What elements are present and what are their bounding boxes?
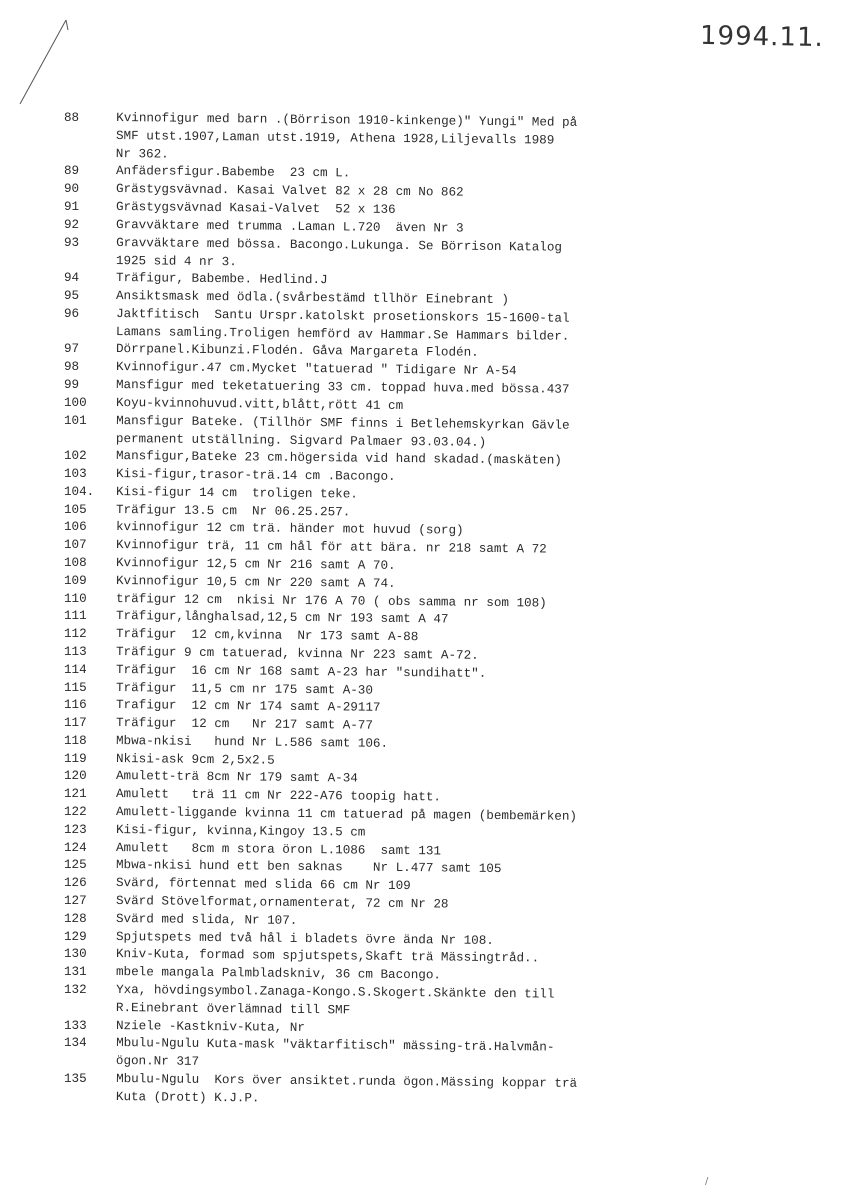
entry-description: Mbwa-nkisi hund Nr L.586 samt 106. (115, 733, 389, 751)
entry-description: Träfigur 12 cm,kvinna Nr 173 samt A-88 (115, 627, 419, 645)
entry-description: mbele mangala Palmbladskniv, 36 cm Bacongo. (115, 965, 442, 983)
entry-number: 106 (64, 520, 87, 535)
entry-description: Mbulu-Ngulu Kuta-mask "väktarfitisch" mässing-trä.Halvmån- ögon.Nr 317 (115, 1036, 555, 1070)
entry-number: 123 (64, 822, 87, 837)
entry-number: 105 (64, 502, 87, 517)
entry-description: Amulett trä 11 cm Nr 222-A76 toopig hatt. (115, 787, 442, 805)
entry-number: 107 (64, 538, 87, 553)
entry-number: 92 (64, 217, 80, 232)
entry-number: 88 (64, 111, 80, 125)
entry-description: Träfigur 12 cm Nr 217 samt A-77 (115, 716, 374, 733)
entry-number: 104. (64, 484, 95, 499)
entry-number: 111 (64, 609, 87, 624)
entry-number: 90 (64, 182, 80, 197)
entry-number: 117 (64, 716, 87, 731)
bottom-pen-mark: / (705, 1176, 709, 1187)
entry-number: 118 (64, 733, 87, 748)
entry-number: 91 (64, 199, 80, 214)
entry-description: Kvinnofigur med barn .(Börrison 1910-kinkenge)" Yungi" Med på SMF utst.1907,Laman utst.1919, Athena 1928,Liljevalls 1989 Nr 362. (115, 111, 578, 162)
entry-description: Kvinnofigur.47 cm.Mycket "tatuerad " Tidigare Nr A-54 (115, 360, 517, 379)
entry-number: 134 (64, 1036, 87, 1051)
entry-number: 101 (64, 413, 87, 428)
entry-description: Kisi-figur,trasor-trä.14 cm .Bacongo. (115, 466, 396, 484)
entry-number: 126 (64, 876, 87, 891)
entry-number: 125 (64, 858, 87, 873)
entry-description: Gravväktare med trumma .Laman L.720 även Nr 3 (115, 217, 464, 236)
entry-number: 119 (64, 751, 87, 766)
entry-description: Kisi-figur 14 cm troligen teke. (115, 484, 358, 502)
catalog-entry (64, 110, 824, 163)
entry-number: 102 (64, 449, 87, 464)
entry-number: 133 (64, 1018, 87, 1033)
handwritten-page-number: 1994.11. (699, 20, 825, 54)
entry-description: Kvinnofigur 10,5 cm Nr 220 samt A 74. (115, 573, 396, 591)
entry-description: Anfädersfigur.Babembe 23 cm L. (115, 164, 351, 181)
entry-description: Svärd, förtennat med slida 66 cm Nr 109 (115, 876, 411, 894)
entry-number: 116 (64, 698, 87, 713)
entry-number: 95 (64, 288, 80, 303)
entry-number: 115 (64, 680, 87, 695)
entry-description: Jaktfitisch Santu Urspr.katolskt prosetionskors 15-1600-tal Lamans samling.Troligen hemförd av Hammar.Se Hammars bilder. (115, 306, 570, 344)
entry-description: kvinnofigur 12 cm trä. händer mot huvud (sorg) (115, 520, 464, 538)
entry-description: Mansfigur med teketatuering 33 cm. toppad huva.med bössa.437 (115, 377, 570, 397)
entry-description: Mbwa-nkisi hund ett ben saknas Nr L.477 samt 105 (115, 858, 502, 877)
entry-number: 98 (64, 360, 80, 375)
entry-number: 122 (64, 805, 87, 820)
entry-description: Kvinnofigur 12,5 cm Nr 216 samt A 70. (115, 555, 396, 573)
entry-description: Dörrpanel.Kibunzi.Flodén. Gåva Margareta Flodén. (115, 342, 479, 361)
entry-number: 128 (64, 911, 87, 926)
entry-description: Kniv-Kuta, formad som spjutspets,Skaft trä Mässingtråd.. (115, 947, 540, 966)
entry-description: Träfigur 16 cm Nr 168 samt A-23 har "sundihatt". (115, 662, 487, 681)
entry-description: Amulett-liggande kvinna 11 cm tatuerad på magen (bembemärken) (115, 805, 578, 824)
entry-description: Gravväktare med bössa. Bacongo.Lukunga. Se Börrison Katalog 1925 sid 4 nr 3. (115, 235, 563, 269)
entry-description: Träfigur 11,5 cm nr 175 samt A-30 (115, 680, 374, 698)
entry-number: 120 (64, 769, 87, 784)
entry-number: 114 (64, 662, 87, 677)
entry-number: 99 (64, 377, 80, 392)
entry-description: Amulett 8cm m stora öron L.1086 samt 131 (115, 840, 442, 859)
entry-description: Nziele -Kastkniv-Kuta, Nr (115, 1018, 306, 1035)
entry-number: 121 (64, 787, 87, 802)
entry-number: 109 (64, 573, 87, 588)
entry-number: 96 (64, 306, 80, 321)
entry-description: träfigur 12 cm nkisi Nr 176 A 70 ( obs samma nr som 108) (115, 591, 547, 611)
entry-description: Kisi-figur, kvinna,Kingoy 13.5 cm (115, 822, 366, 840)
catalog-entry (64, 1035, 824, 1071)
entry-number: 103 (64, 466, 87, 481)
entry-description: Träfigur 9 cm tatuerad, kvinna Nr 223 samt A-72. (115, 644, 479, 663)
entry-number: 108 (64, 555, 87, 570)
entry-description: Mansfigur,Bateke 23 cm.högersida vid hand skadad.(maskäten) (115, 449, 562, 468)
entry-number: 132 (64, 983, 87, 998)
catalog-entry (64, 982, 824, 1018)
entry-number: 112 (64, 627, 87, 642)
entry-description: Mansfigur Bateke. (Tillhör SMF finns i Betlehemskyrkan Gävle permanent utställning. Sigvard Palmaer 93.03.04.) (115, 413, 570, 450)
entry-description: Grästygsvävnad. Kasai Valvet 82 x 28 cm No 862 (115, 182, 464, 200)
entry-description: Yxa, hövdingsymbol.Zanaga-Kongo.S.Skogert.Skänkte den till R.Einebrant överlämnad till SMF (115, 983, 555, 1018)
entry-number: 94 (64, 271, 80, 286)
entry-number: 127 (64, 894, 87, 909)
entry-number: 93 (64, 235, 80, 250)
entry-description: Amulett-trä 8cm Nr 179 samt A-34 (115, 769, 358, 787)
entry-number: 130 (64, 947, 87, 962)
entry-description: Kvinnofigur trä, 11 cm hål för att bära. nr 218 samt A 72 (115, 538, 547, 557)
entry-number: 100 (64, 395, 87, 410)
entry-number: 135 (64, 1072, 87, 1087)
entry-description: Träfigur,långhalsad,12,5 cm Nr 193 samt A 47 (115, 609, 449, 627)
entry-description: Grästygsvävnad Kasai-Valvet 52 x 136 (115, 199, 396, 217)
entry-description: Trafigur 12 cm Nr 174 samt A-29117 (115, 698, 381, 716)
catalog-entry (64, 1071, 824, 1107)
entry-description: Svärd Stövelformat,ornamenterat, 72 cm Nr 28 (115, 894, 449, 912)
entry-number: 110 (64, 591, 87, 606)
entry-description: Nkisi-ask 9cm 2,5x2.5 (115, 751, 275, 768)
entry-description: Mbulu-Ngulu Kors över ansiktet.runda ögon.Mässing koppar trä Kuta (Drott) K.J.P. (115, 1072, 578, 1106)
entry-description: Spjutspets med två hål i bladets övre ända Nr 108. (115, 929, 494, 948)
entry-number: 113 (64, 644, 87, 659)
entry-number: 131 (64, 965, 87, 980)
entry-number: 124 (64, 840, 87, 855)
catalog-entry-list (64, 110, 824, 1107)
entry-description: Ansiktsmask med ödla.(svårbestämd tllhör Einebrant ) (115, 288, 510, 308)
entry-number: 129 (64, 929, 87, 944)
entry-description: Träfigur, Babembe. Hedlind.J (115, 271, 328, 288)
entry-number: 97 (64, 342, 80, 357)
entry-description: Svärd med slida, Nr 107. (115, 911, 298, 928)
entry-number: 89 (64, 164, 80, 179)
entry-description: Träfigur 13.5 cm Nr 06.25.257. (115, 502, 351, 519)
entry-description: Koyu-kvinnohuvud.vitt,blått,rött 41 cm (115, 395, 404, 413)
pen-stroke-mark (0, 0, 120, 120)
